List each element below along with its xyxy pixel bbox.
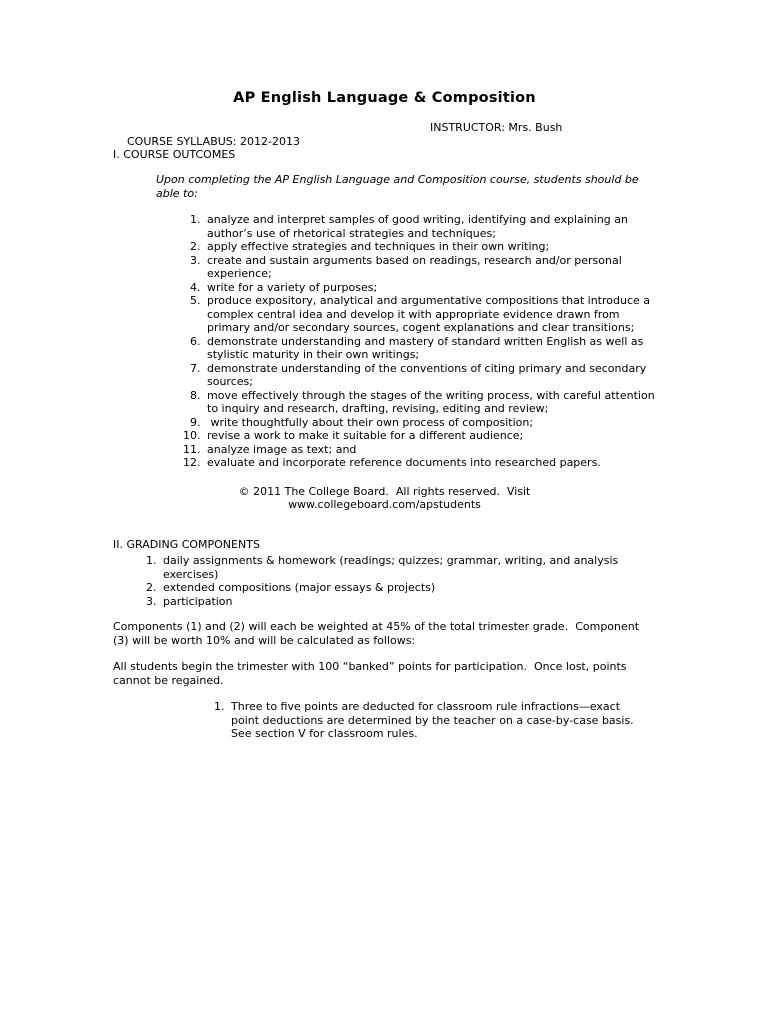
grading-item: 2. extended compositions (major essays & projects)	[160, 581, 656, 595]
deduction-item: 1. Three to five points are deducted for classroom rule infractions—exact point deductions are determined by the teacher on a case-by-case basis. See section V for classroom rules.	[228, 700, 643, 741]
outcome-item: 4. write for a variety of purposes;	[204, 281, 656, 295]
outcome-item: 3. create and sustain arguments based on readings, research and/or personal experience;	[204, 254, 656, 281]
document-title: AP English Language & Composition	[233, 90, 536, 106]
copyright-block	[113, 485, 656, 512]
course-syllabus-label: COURSE SYLLABUS: 2012-2013	[127, 134, 300, 148]
outcome-item: 5. produce expository, analytical and argumentative compositions that introduce a complex central idea and develop it with appropriate evidence drawn from primary and/or secondary sources, cogent explanations and clear transitions;	[204, 294, 656, 335]
outcomes-list	[113, 213, 659, 470]
grading-item: 1. daily assignments & homework (readings; quizzes; grammar, writing, and analysis exercises)	[160, 554, 656, 581]
participation-points-paragraph: All students begin the trimester with 100 “banked” points for participation. Once lost, points cannot be regained.	[113, 660, 631, 687]
outcome-item: 10. revise a work to make it suitable for a different audience;	[204, 429, 656, 443]
outcome-item: 12. evaluate and incorporate reference documents into researched papers.	[204, 456, 656, 470]
grading-weights-paragraph: Components (1) and (2) will each be weighted at 45% of the total trimester grade. Component (3) will be worth 10% and will be calculated as follows:	[113, 620, 643, 647]
copyright-line-1: © 2011 The College Board. All rights reserved. Visit	[238, 484, 531, 498]
copyright-url: www.collegeboard.com/apstudents	[288, 498, 481, 511]
deductions-list	[113, 700, 643, 741]
grading-item: 3. participation	[160, 595, 656, 609]
outcome-item: 2. apply effective strategies and techniques in their own writing;	[204, 240, 656, 254]
outcome-item: 1. analyze and interpret samples of good writing, identifying and explaining an author’s use of rhetorical strategies and techniques;	[204, 213, 656, 240]
outcome-item: 7. demonstrate understanding of the conventions of citing primary and secondary sources;	[204, 362, 656, 389]
instructor-label: INSTRUCTOR: Mrs. Bush	[430, 121, 563, 134]
grading-components-heading: II. GRADING COMPONENTS	[113, 537, 260, 551]
outcome-item: 11. analyze image as text; and	[204, 443, 656, 457]
outcome-item: 8. move effectively through the stages of the writing process, with careful attention to inquiry and research, drafting, revising, editing and review;	[204, 389, 656, 416]
grading-components-list	[113, 554, 656, 608]
header-row	[113, 121, 656, 148]
outcome-item: 6. demonstrate understanding and mastery of standard written English as well as stylistic maturity in their own writings;	[204, 335, 656, 362]
outcome-item: 9. write thoughtfully about their own process of composition;	[204, 416, 656, 430]
course-outcomes-heading: I. COURSE OUTCOMES	[113, 147, 236, 161]
outcomes-intro: Upon completing the AP English Language and Composition course, students should be able to:	[156, 173, 643, 200]
